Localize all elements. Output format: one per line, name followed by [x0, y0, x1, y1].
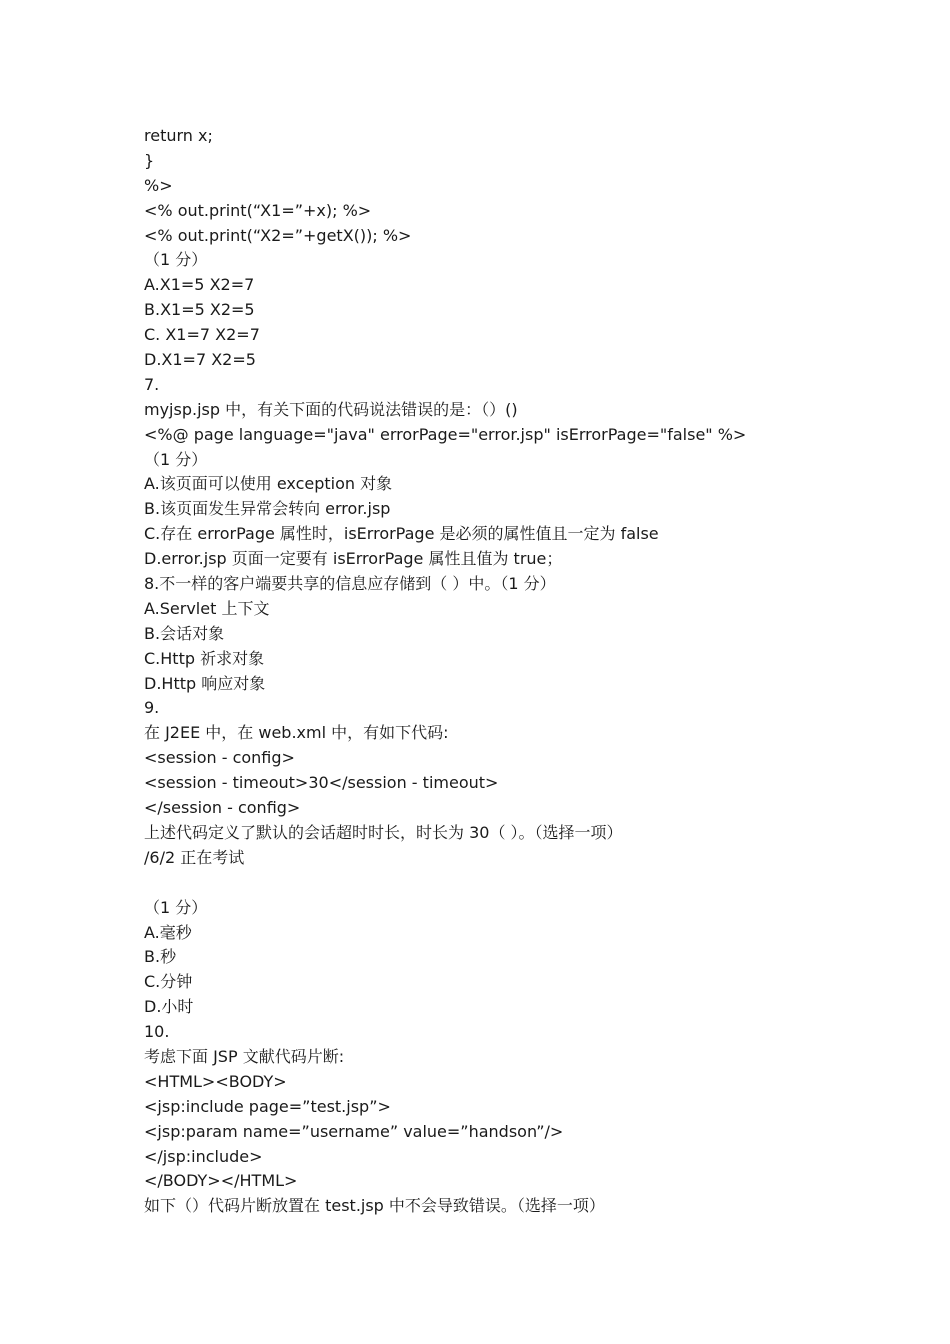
option-c: C. X1=7 X2=7 — [144, 325, 260, 345]
code-line: </BODY></HTML> — [144, 1171, 298, 1191]
code-line: } — [144, 150, 155, 170]
question-score: （1 分） — [144, 250, 208, 270]
option-c: C.分钟 — [144, 972, 193, 992]
question-number: 9. — [144, 698, 160, 718]
page-stamp: /6/2 正在考试 — [144, 847, 245, 867]
code-line: <%@ page language="java" errorPage="error.jsp" isErrorPage="false" %> — [144, 424, 747, 444]
document-page — [144, 124, 924, 1219]
code-line: <session - timeout>30</session - timeout> — [144, 773, 499, 793]
option-b: B.秒 — [144, 947, 177, 967]
question-score: （1 分） — [144, 449, 208, 469]
code-line: </jsp:include> — [144, 1146, 263, 1166]
question-text: 如下（）代码片断放置在 test.jsp 中不会导致错误。（选择一项） — [144, 1196, 605, 1216]
question-text: 8.不一样的客户端要共享的信息应存储到（ ）中。（1 分） — [144, 574, 556, 594]
code-line: <HTML><BODY> — [144, 1071, 287, 1091]
code-line: %> — [144, 175, 173, 195]
option-a: A.Servlet 上下文 — [144, 598, 270, 618]
option-a: A.该页面可以使用 exception 对象 — [144, 474, 393, 494]
question-score: （1 分） — [144, 897, 208, 917]
question-number: 7. — [144, 374, 160, 394]
code-line: </session - config> — [144, 798, 301, 818]
option-d: D.error.jsp 页面一定要有 isErrorPage 属性且值为 true； — [144, 549, 563, 569]
option-b: B.X1=5 X2=5 — [144, 300, 255, 320]
option-c: C.存在 errorPage 属性时，isErrorPage 是必须的属性值且一定为 false — [144, 524, 659, 544]
option-a: A.X1=5 X2=7 — [144, 275, 255, 295]
option-a: A.毫秒 — [144, 922, 192, 942]
blank-line — [144, 871, 924, 896]
option-d: D.Http 响应对象 — [144, 673, 266, 693]
code-line: <% out.print(“X1=”+x); %> — [144, 200, 372, 220]
option-b: B.会话对象 — [144, 623, 225, 643]
question-text: 上述代码定义了默认的会话超时时长，时长为 30（ ）。（选择一项） — [144, 822, 623, 842]
option-c: C.Http 祈求对象 — [144, 648, 265, 668]
question-number: 10. — [144, 1022, 170, 1042]
code-line: <jsp:param name=”username” value=”handson”/> — [144, 1121, 564, 1141]
option-d: D.小时 — [144, 997, 194, 1017]
code-line: <session - config> — [144, 748, 295, 768]
option-d: D.X1=7 X2=5 — [144, 350, 256, 370]
option-b: B.该页面发生异常会转向 error.jsp — [144, 499, 391, 519]
code-line: return x; — [144, 126, 213, 145]
code-line: <% out.print(“X2=”+getX()); %> — [144, 225, 412, 245]
question-text: 在 J2EE 中，在 web.xml 中，有如下代码: — [144, 723, 449, 743]
code-line: <jsp:include page=”test.jsp”> — [144, 1096, 391, 1116]
question-text: 考虑下面 JSP 文献代码片断: — [144, 1046, 345, 1066]
question-text: myjsp.jsp 中，有关下面的代码说法错误的是：（）() — [144, 399, 518, 419]
